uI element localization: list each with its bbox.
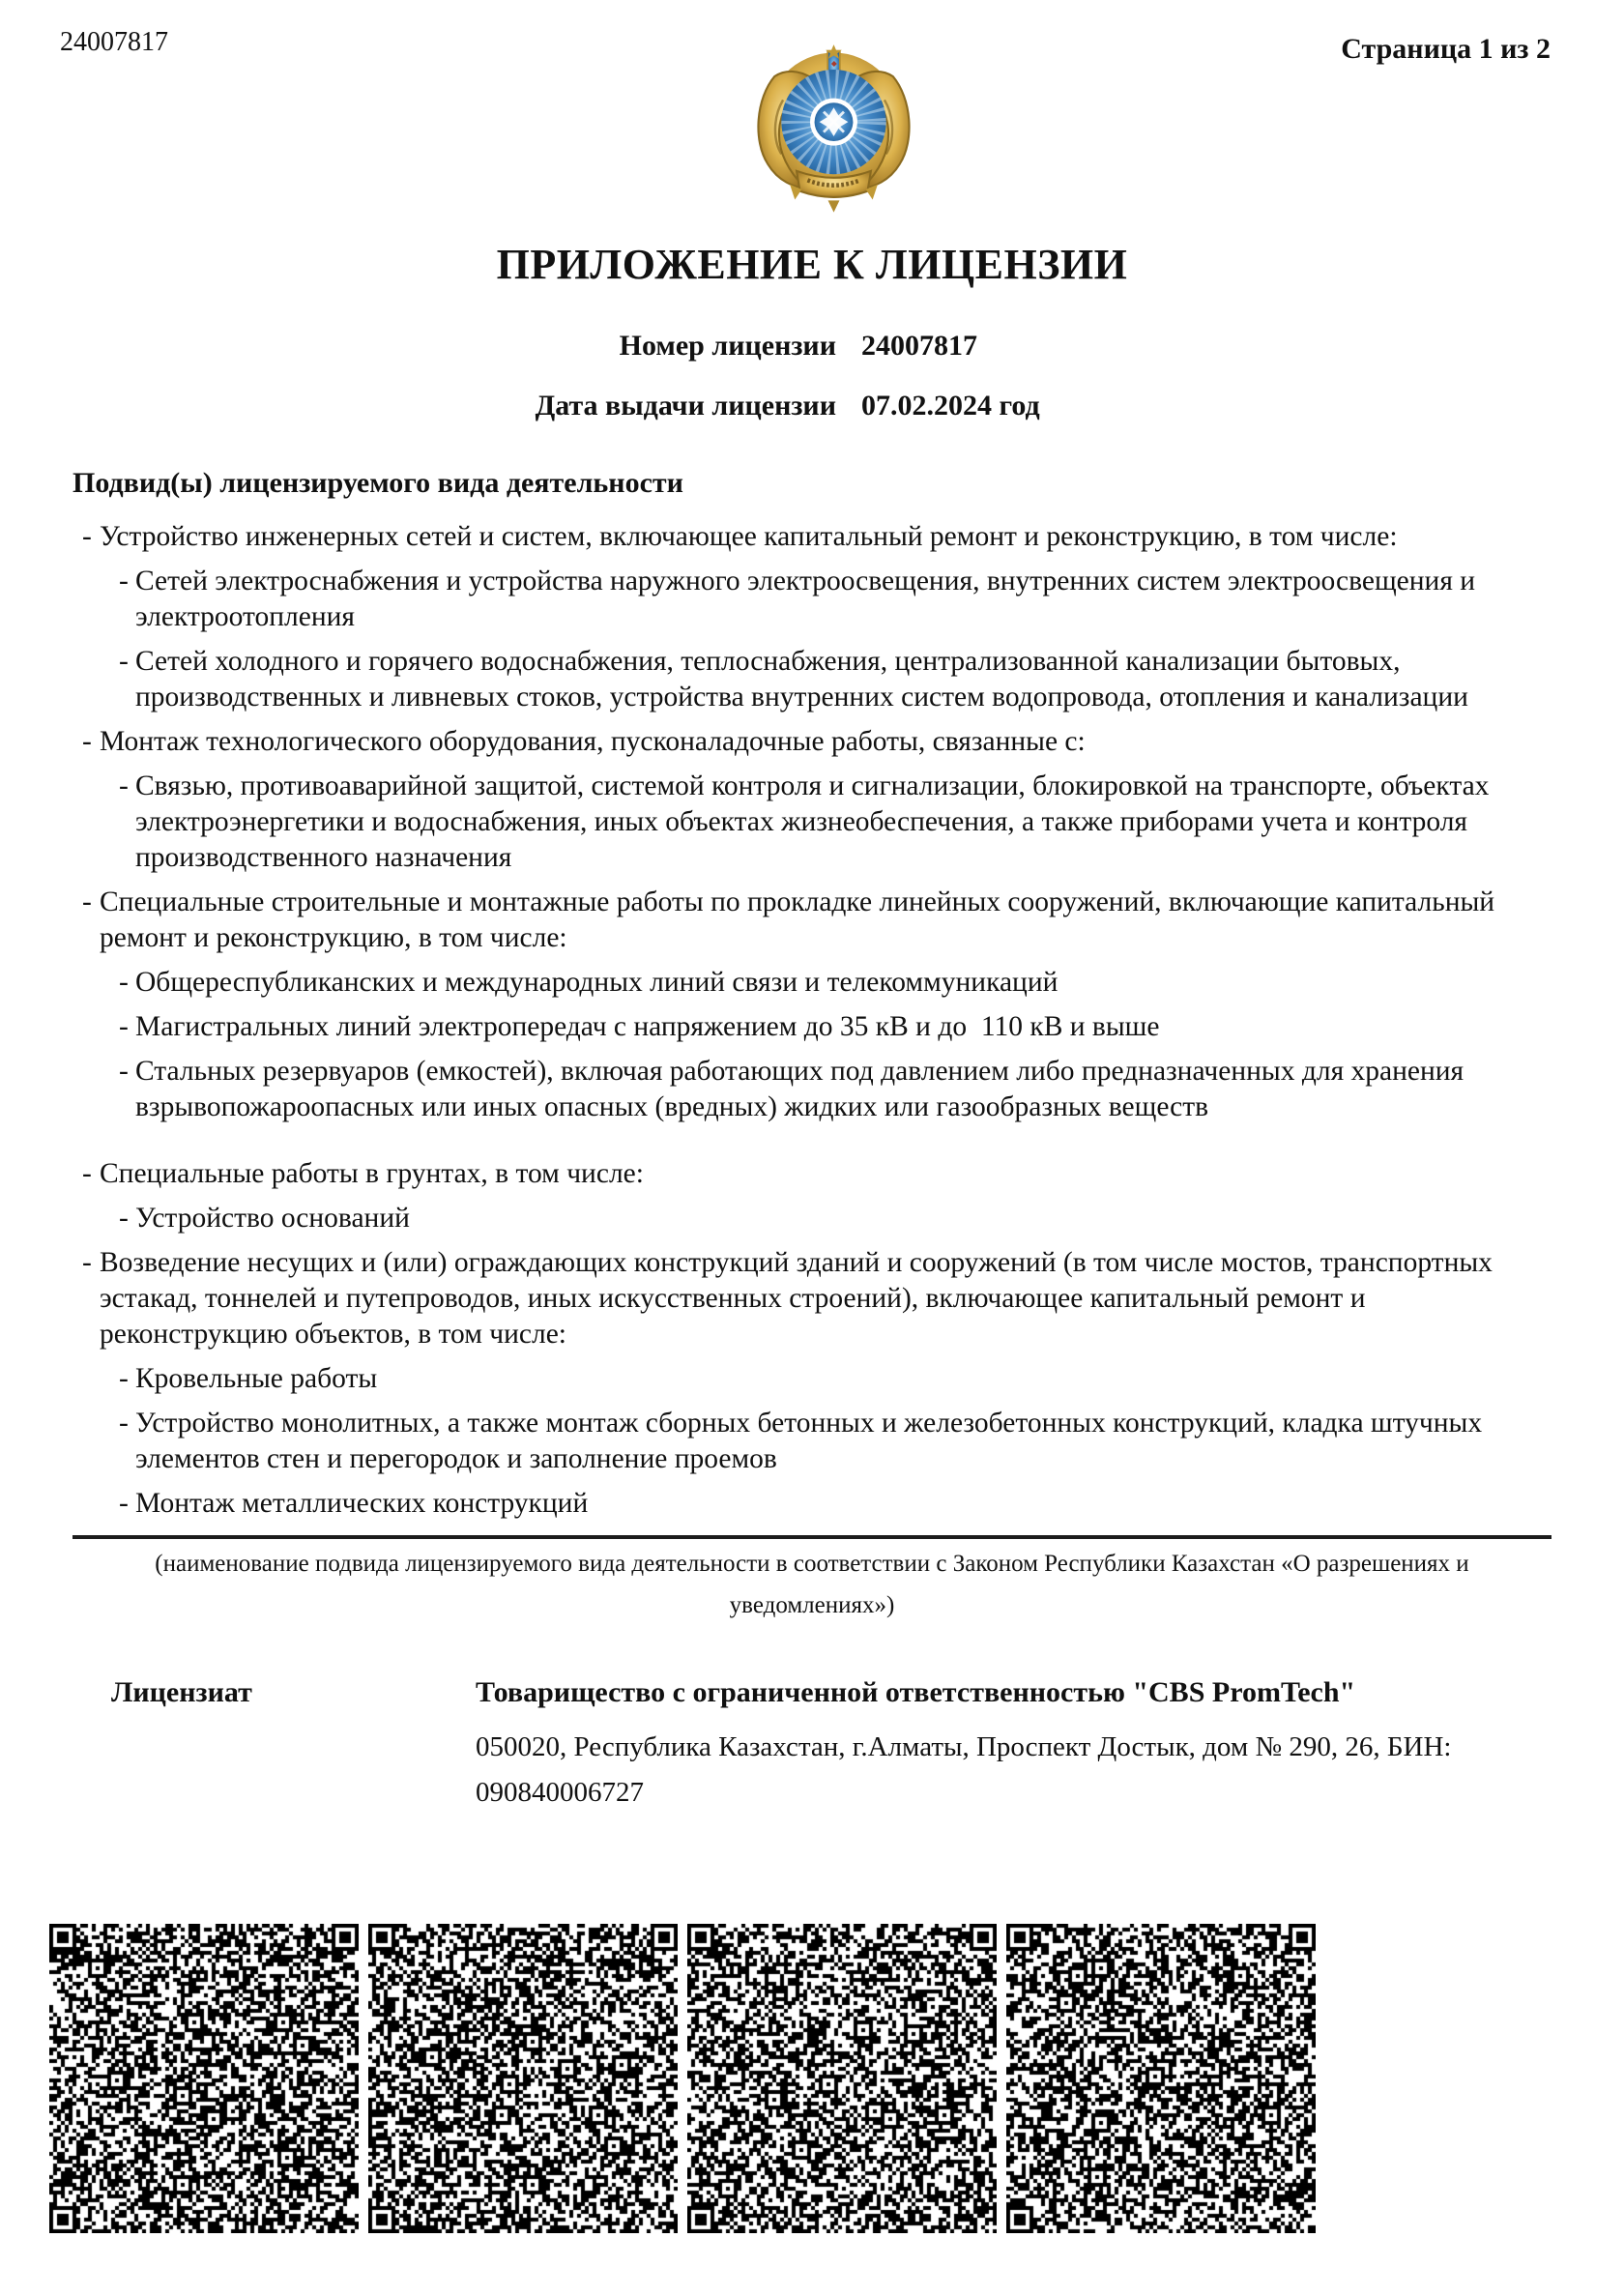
dash-bullet: - xyxy=(119,1363,129,1394)
activity-item-text: Сетей холодного и горячего водоснабжения, теплоснабжения, централизованной канализации бытовых, производственных и ливневых стоков, устройства внутренних систем водопровода, отопления и канализации xyxy=(135,646,1468,712)
activity-item xyxy=(72,724,1552,760)
license-date-row xyxy=(0,390,1624,422)
activity-item xyxy=(109,1009,1552,1045)
dash-bullet: - xyxy=(82,886,92,917)
activity-item-text: Устройство оснований xyxy=(135,1203,410,1234)
license-number-label: Номер лицензии xyxy=(619,330,836,362)
qr-code-3 xyxy=(687,1924,997,2233)
dash-bullet: - xyxy=(119,1203,129,1234)
activity-item-text: Кровельные работы xyxy=(135,1363,378,1394)
activity-item-text: Специальные работы в грунтах, в том числе: xyxy=(100,1158,644,1189)
licensee-label: Лицензиат xyxy=(111,1676,252,1708)
activity-item-text: Возведение несущих и (или) ограждающих конструкций зданий и сооружений (в том числе мостов, транспортных эстакад, тоннелей и путепроводов, иных искусственных строений), включающее капитальный ремонт и реконструкцию объектов, в том числе: xyxy=(100,1247,1493,1350)
activity-item-text: Связью, противоаварийной защитой, системой контроля и сигнализации, блокировкой на транспорте, объектах электроэнергетики и водоснабжения, иных объектах жизнеобеспечения, а также приборами учета и контроля производственного назначения xyxy=(135,770,1490,873)
activity-item-text: Монтаж технологического оборудования, пусконаладочные работы, связанные с: xyxy=(100,726,1086,757)
activity-item-text: Общереспубликанских и международных линий связи и телекоммуникаций xyxy=(135,967,1058,998)
license-number-row xyxy=(0,330,1624,363)
activity-item-text: Устройство инженерных сетей и систем, включающее капитальный ремонт и реконструкцию, в том числе: xyxy=(100,521,1398,552)
dash-bullet: - xyxy=(119,566,129,596)
page-indicator: Страница 1 из 2 xyxy=(1341,33,1551,65)
dash-bullet: - xyxy=(119,1011,129,1042)
activity-item-text: Специальные строительные и монтажные работы по прокладке линейных сооружений, включающие капитальный ремонт и реконструкцию, в том числе: xyxy=(100,886,1495,953)
activity-item-text: Монтаж металлических конструкций xyxy=(135,1488,589,1519)
licensee-name: Товарищество с ограниченной ответственностью "CBS PromTech" xyxy=(476,1676,1356,1708)
activity-item xyxy=(72,885,1552,956)
activity-item-text: Сетей электроснабжения и устройства наружного электроосвещения, внутренних систем электроосвещения и электроотопления xyxy=(135,566,1476,632)
licensee-address: 050020, Республика Казахстан, г.Алматы, Проспект Достык, дом № 290, 26, БИН: 090840006727 xyxy=(476,1731,1452,1808)
activity-item xyxy=(109,769,1552,876)
activity-item xyxy=(72,1245,1552,1352)
subtypes-heading: Подвид(ы) лицензируемого вида деятельности xyxy=(72,467,683,499)
license-date-label: Дата выдачи лицензии xyxy=(535,390,836,421)
dash-bullet: - xyxy=(119,1408,129,1439)
activity-item-text: Стальных резервуаров (емкостей), включая работающих под давлением либо предназначенных для хранения взрывопожароопасных или иных опасных (вредных) жидких или газообразных веществ xyxy=(135,1056,1464,1122)
licensee-info xyxy=(476,1676,1515,1816)
divider-line xyxy=(72,1535,1552,1539)
dash-bullet: - xyxy=(119,646,129,677)
dash-bullet: - xyxy=(82,1158,92,1189)
activity-item-text: Магистральных линий электропередач с напряжением до 35 кВ и до 110 кВ и выше xyxy=(135,1011,1160,1042)
page-title: ПРИЛОЖЕНИЕ К ЛИЦЕНЗИИ xyxy=(496,241,1128,288)
dash-bullet: - xyxy=(82,726,92,757)
activity-subtypes-list xyxy=(72,519,1552,1522)
activity-item xyxy=(109,1361,1552,1397)
dash-bullet: - xyxy=(119,1056,129,1087)
dash-bullet: - xyxy=(82,1247,92,1278)
activity-item xyxy=(109,1201,1552,1236)
activity-item xyxy=(109,1486,1552,1522)
activity-item xyxy=(72,519,1552,555)
license-date-value: 07.02.2024 год xyxy=(861,390,1040,421)
footnote-text: (наименование подвида лицензируемого вида деятельности в соответствии с Законом Республики Казахстан «О разрешениях и уведомлениях») xyxy=(155,1551,1469,1618)
license-number-value: 24007817 xyxy=(861,330,977,362)
document-number: 24007817 xyxy=(60,27,168,57)
activity-item xyxy=(72,1156,1552,1192)
activity-item xyxy=(109,564,1552,635)
licensee-section xyxy=(111,1676,1624,1816)
activity-item xyxy=(109,1054,1552,1125)
qr-code-2 xyxy=(368,1924,678,2233)
activity-item xyxy=(109,644,1552,715)
qr-code-4 xyxy=(1006,1924,1316,2233)
dash-bullet: - xyxy=(119,967,129,998)
dash-bullet: - xyxy=(119,1488,129,1519)
activity-item-text: Устройство монолитных, а также монтаж сборных бетонных и железобетонных конструкций, кладка штучных элементов стен и перегородок и заполнение проемов xyxy=(135,1408,1483,1474)
activity-item xyxy=(109,965,1552,1001)
activity-item xyxy=(109,1406,1552,1477)
dash-bullet: - xyxy=(119,770,129,801)
qr-code-1 xyxy=(49,1924,359,2233)
dash-bullet: - xyxy=(82,521,92,552)
